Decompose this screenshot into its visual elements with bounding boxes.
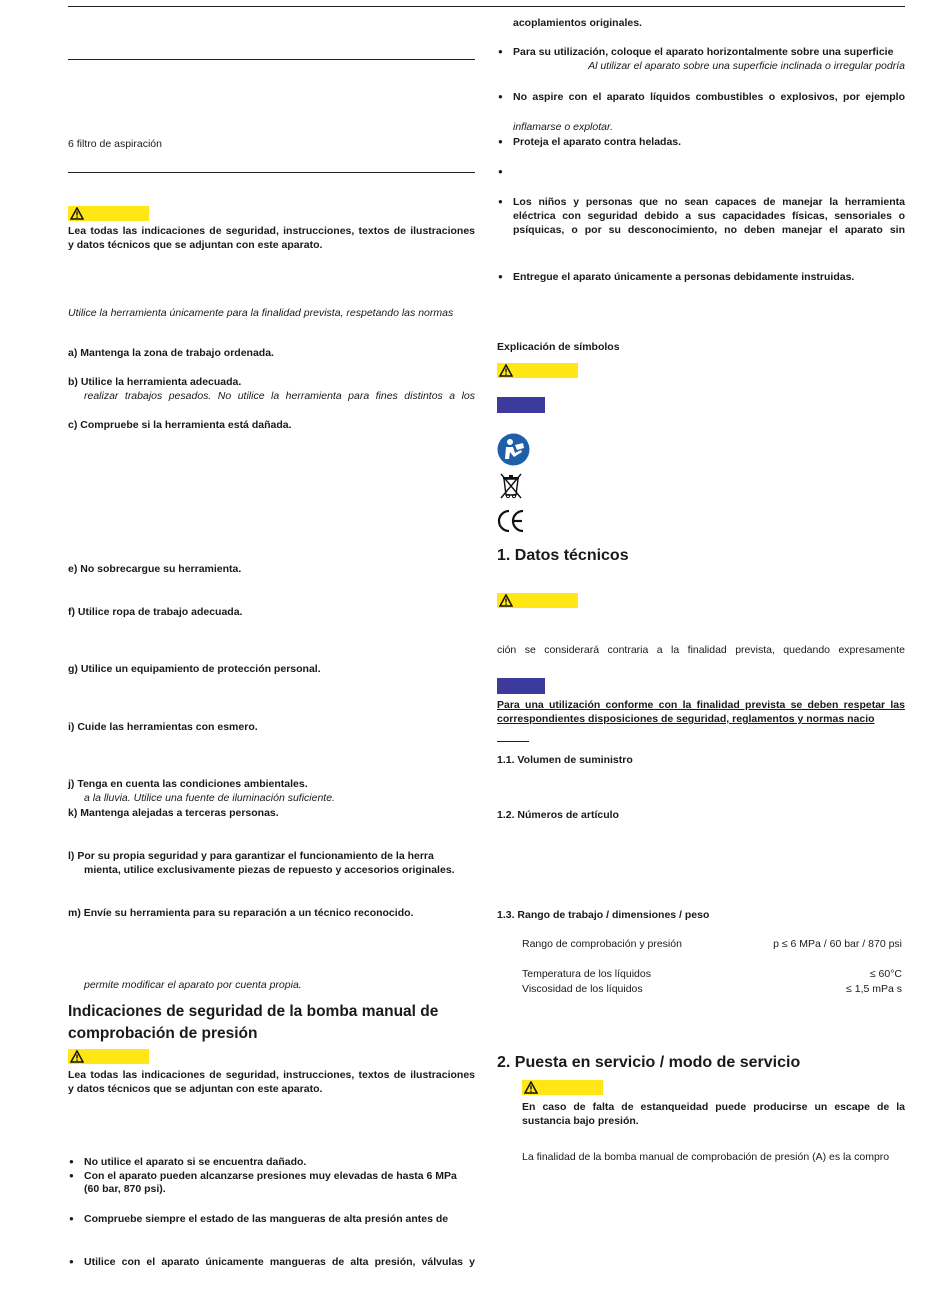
- warning-text: Lea todas las indicaciones de seguridad, instrucciones, textos de ilustraciones y datos técnicos que se adjuntan con este aparato.: [68, 1069, 475, 1095]
- rule-j-detail: a la lluvia. Utilice una fuente de iluminación suficiente.: [84, 792, 335, 804]
- warning-triangle-icon: [524, 1081, 538, 1094]
- rule-b-detail: realizar trabajos pesados. No utilice la herramienta para fines distintos a los: [84, 390, 475, 402]
- bullet-item: ● Entregue el aparato únicamente a personas debidamente instruidas.: [513, 271, 854, 283]
- warning-label: [497, 363, 578, 378]
- pump-safety-heading: Indicaciones de seguridad de la bomba manual de comprobación de presión: [68, 1003, 439, 1042]
- section-rule: [68, 59, 475, 60]
- rule-b: b) Utilice la herramienta adecuada.: [68, 376, 242, 388]
- rule-j: j) Tenga en cuenta las condiciones ambientales.: [68, 778, 308, 790]
- rule-a: a) Mantenga la zona de trabajo ordenada.: [68, 347, 274, 359]
- section-2-title: 2. Puesta en servicio / modo de servicio: [497, 1054, 801, 1071]
- spec-label: Rango de comprobación y presión: [522, 938, 682, 950]
- bullet-item: ● No aspire con el aparato líquidos combustibles o explosivos, por ejemplo: [513, 91, 905, 103]
- section-2-text: La finalidad de la bomba manual de comprobación de presión (A) es la compro: [522, 1151, 890, 1163]
- warning-triangle-icon: [499, 364, 513, 377]
- section-1-text: ción se considerará contraria a la finalidad prevista, quedando expresamente: [497, 644, 905, 656]
- subsection-1-3: 1.3. Rango de trabajo / dimensiones / peso: [497, 909, 710, 921]
- filter-item: 6 filtro de aspiración: [68, 138, 162, 150]
- rule-e: e) No sobrecargue su herramienta.: [68, 563, 242, 575]
- rule-l: l) Por su propia seguridad y para garantizar el funcionamiento de la herra mienta, utilice exclusivamente piezas de repuesto y accesorios originales.: [68, 850, 455, 876]
- spec-row: [522, 983, 902, 995]
- warning-label: [522, 1080, 603, 1095]
- section-rule: [68, 172, 475, 173]
- warning-triangle-icon: [70, 207, 84, 220]
- rule-i: i) Cuide las herramientas con esmero.: [68, 721, 258, 733]
- subsection-1-1: 1.1. Volumen de suministro: [497, 754, 633, 766]
- bullet-item: ● Compruebe siempre el estado de las mangueras de alta presión antes de: [84, 1213, 448, 1225]
- bullet-item: ● Con el aparato pueden alcanzarse presiones muy elevadas de hasta 6 MPa (60 bar, 870 psi).: [84, 1170, 457, 1195]
- top-rule: [68, 6, 905, 7]
- short-rule: [497, 741, 529, 742]
- bullet-item: ● Para su utilización, coloque el aparato horizontalmente sobre una superficie Al utilizar el aparato sobre una superficie inclinada o irregular podría: [513, 46, 905, 72]
- subsection-1-2: 1.2. Números de artículo: [497, 809, 619, 821]
- rule-g: g) Utilice un equipamiento de protección personal.: [68, 663, 321, 675]
- bullet-item: ● Proteja el aparato contra heladas.: [513, 136, 681, 148]
- notice-label: [497, 678, 545, 694]
- spec-value: ≤ 60°C: [869, 968, 902, 980]
- rule-m: m) Envíe su herramienta para su reparación a un técnico reconocido.: [68, 907, 414, 919]
- read-manual-icon: [497, 433, 530, 466]
- intended-use: Utilice la herramienta únicamente para la finalidad prevista, respetando las normas: [68, 307, 454, 319]
- section-1-note: Para una utilización conforme con la finalidad prevista se deben respetar las correspondientes disposiciones de seguridad, reglamentos y normas nacio: [497, 699, 905, 725]
- rule-m-detail: permite modificar el aparato por cuenta propia.: [84, 979, 302, 991]
- right-top-line: acoplamientos originales.: [513, 17, 642, 29]
- bullet-item: ● Utilice con el aparato únicamente mangueras de alta presión, válvulas y: [84, 1256, 475, 1268]
- rule-f: f) Utilice ropa de trabajo adecuada.: [68, 606, 243, 618]
- weee-bin-icon: [499, 472, 523, 500]
- ce-mark-icon: [497, 508, 527, 534]
- rule-c: c) Compruebe si la herramienta está dañada.: [68, 419, 292, 431]
- bullet-item: ● No utilice el aparato si se encuentra dañado.: [84, 1156, 306, 1168]
- warning-label: [68, 1049, 149, 1064]
- section-1-title: 1. Datos técnicos: [497, 547, 629, 564]
- spec-label: Temperatura de los líquidos: [522, 968, 651, 980]
- warning-triangle-icon: [499, 594, 513, 607]
- spec-row: [522, 968, 902, 980]
- bullet-detail: inflamarse o explotar.: [513, 121, 613, 133]
- warning-label: [68, 206, 149, 221]
- spec-value: ≤ 1,5 mPa s: [846, 983, 902, 995]
- bullet-item: ● Los niños y personas que no sean capaces de manejar la herramienta eléctrica con seguridad debido a sus capacidades físicas, sensoriales o psíquicas, o por su desconocimiento, no deben manejar el aparato sin: [513, 196, 905, 236]
- warning-triangle-icon: [70, 1050, 84, 1063]
- notice-label: [497, 397, 545, 413]
- spec-row: [522, 938, 902, 950]
- spec-label: Viscosidad de los líquidos: [522, 983, 643, 995]
- spec-value: p ≤ 6 MPa / 60 bar / 870 psi: [773, 938, 902, 950]
- warning-label: [497, 593, 578, 608]
- warning-text: Lea todas las indicaciones de seguridad, instrucciones, textos de ilustraciones y datos técnicos que se adjuntan con este aparato.: [68, 225, 475, 251]
- rule-k: k) Mantenga alejadas a terceras personas.: [68, 807, 279, 819]
- symbols-title: Explicación de símbolos: [497, 341, 620, 353]
- section-2-warning-text: En caso de falta de estanqueidad puede producirse un escape de la sustancia bajo presión.: [522, 1101, 905, 1127]
